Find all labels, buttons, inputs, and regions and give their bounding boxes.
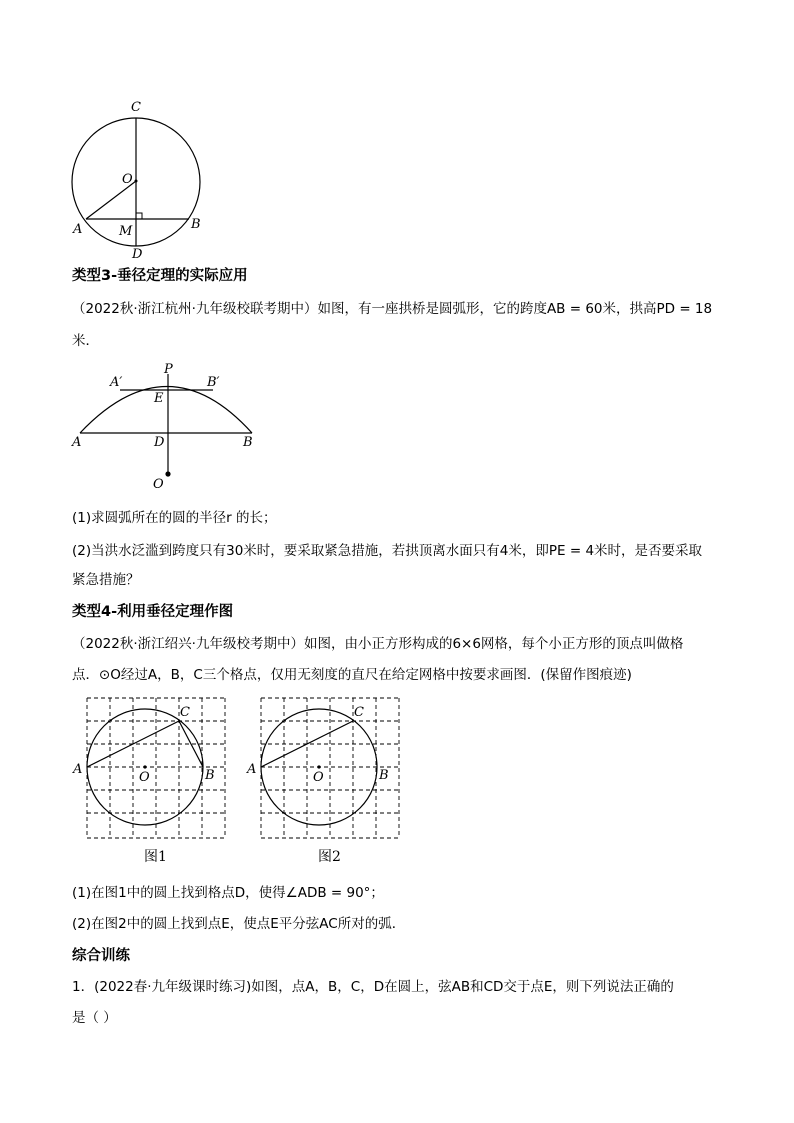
section4-problem-line2: 点．⊙O经过A，B，C三个格点，仅用无刻度的直尺在给定网格中按要求画图．(保留作图痕迹) [72, 667, 632, 683]
label-o: O [313, 770, 324, 785]
label-b: B [243, 435, 253, 450]
caption-figure-1: 图1 [144, 849, 167, 865]
training-question1-line1: 1．(2022春·九年级课时练习)如图，点A，B，C，D在圆上，弦AB和CD交于点E，则下列说法正确的 [72, 979, 674, 995]
label-a: A [72, 435, 82, 450]
section4-heading: 类型4-利用垂径定理作图 [72, 604, 234, 620]
grid-diagram-1 [66, 690, 241, 845]
label-m: M [119, 224, 133, 239]
label-c: C [354, 705, 364, 720]
label-p: P [164, 362, 173, 377]
label-o: O [139, 770, 150, 785]
label-d: D [132, 247, 143, 262]
grid-diagram-2 [240, 690, 415, 845]
section4-question2: (2)在图2中的圆上找到点E，使点E平分弦AC所对的弧． [72, 916, 406, 932]
label-b: B [379, 768, 389, 783]
label-b: B [205, 768, 215, 783]
section3-question2-line2: 紧急措施？ [72, 572, 140, 588]
label-a: A [73, 762, 83, 777]
section3-problem-line1: （2022秋·浙江杭州·九年级校联考期中）如图，有一座拱桥是圆弧形，它的跨度AB = 60米，拱高PD = 18 [72, 301, 713, 317]
label-e: E [154, 391, 164, 406]
section3-question1: (1)求圆弧所在的圆的半径r 的长； [72, 510, 277, 526]
label-o: O [153, 477, 164, 492]
section4-problem-line1: （2022秋·浙江绍兴·九年级校考期中）如图，由小正方形构成的6×6网格，每个小正方形的顶点叫做格 [72, 636, 684, 652]
training-heading: 综合训练 [72, 948, 130, 964]
label-o: O [122, 172, 133, 187]
label-d: D [154, 435, 165, 450]
circle-diagram-1 [60, 95, 220, 265]
label-a-prime: A′ [110, 375, 123, 390]
section3-problem-line2: 米． [72, 333, 99, 349]
section3-heading: 类型3-垂径定理的实际应用 [72, 268, 248, 284]
arch-bridge-diagram [65, 360, 275, 495]
center-point [143, 765, 146, 768]
label-a: A [247, 762, 257, 777]
center-point-o [165, 471, 170, 476]
label-b-prime: B′ [207, 375, 220, 390]
label-a: A [73, 222, 83, 237]
center-point [317, 765, 320, 768]
section3-question2-line1: (2)当洪水泛滥到跨度只有30米时，要采取紧急措施，若拱顶离水面只有4米，即PE = 4米时，是否要采取 [72, 543, 703, 559]
arch-arc [80, 387, 252, 434]
label-c: C [131, 100, 141, 115]
caption-figure-2: 图2 [318, 849, 341, 865]
right-angle-mark [136, 213, 142, 219]
label-b: B [191, 217, 201, 232]
section4-question1: (1)在图1中的圆上找到格点D，使得∠ADB = 90°； [72, 885, 384, 901]
label-c: C [180, 705, 190, 720]
training-question1-line2: 是（ ） [72, 1010, 117, 1026]
center-point [135, 180, 138, 183]
